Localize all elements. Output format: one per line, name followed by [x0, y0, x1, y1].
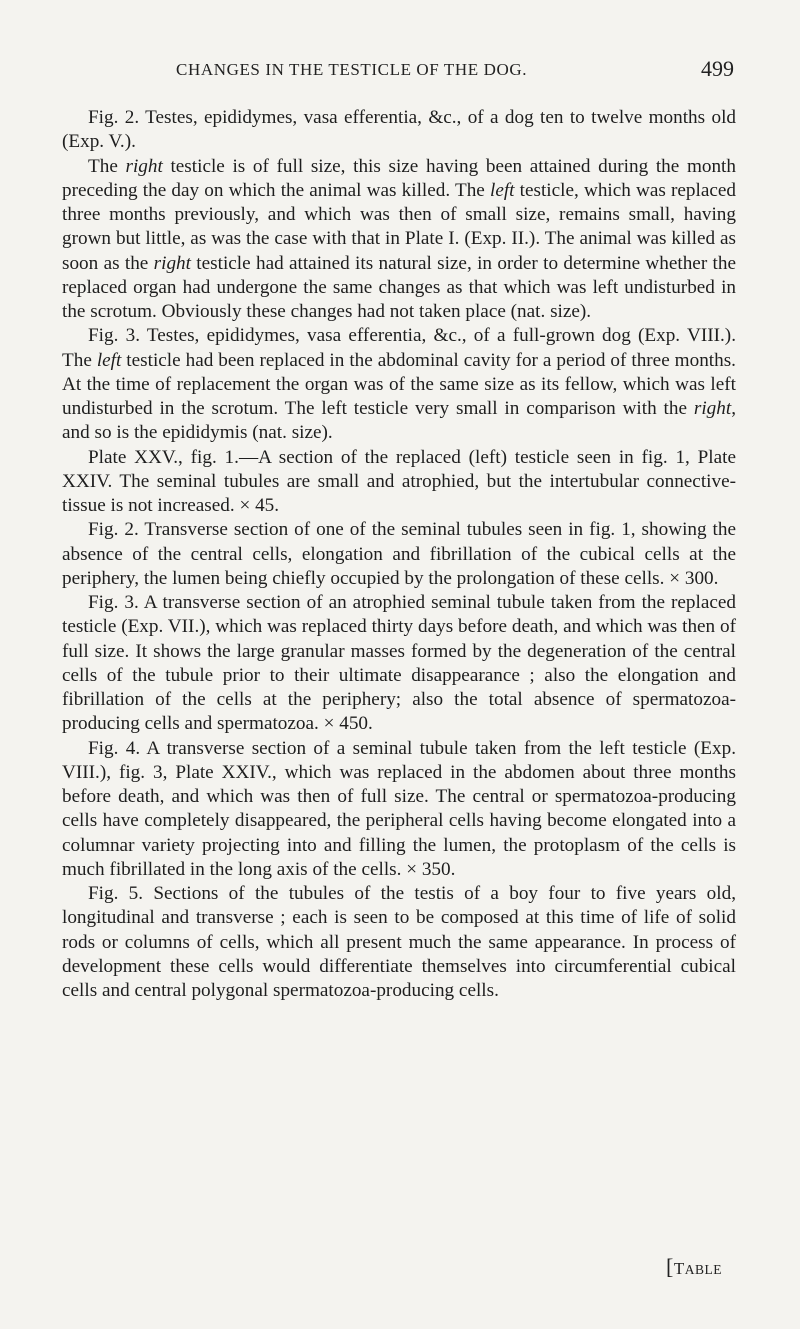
- paragraph-text: Fig. 3. A transverse section of an atrophied seminal tubule taken from the replaced testicle (Exp. VII.), which was replaced thirty days before death, and which was then of full size. It shows the large granular masses formed by the degeneration of the central cells of the tubule prior to their ultimate disappearance ; also the elongation and fibrillation of the cells at the periphery; also the total absence of spermatozoa-producing cells and spermatozoa. × 450.: [62, 592, 736, 735]
- italic-text: left: [489, 179, 515, 201]
- paragraph: [62, 106, 736, 155]
- catchword-bracket: [: [666, 1254, 674, 1279]
- paragraph: [62, 324, 736, 445]
- paragraph-text: testicle, which was replaced three months previously, and which was then of small size, remains small, having grown but little, as was the case with that in Plate I. (Exp. II.). The animal was killed as soon as the: [62, 179, 736, 274]
- italic-text: right: [125, 155, 163, 177]
- catchword: [666, 1254, 722, 1280]
- italic-text: right: [693, 398, 732, 419]
- text-body: [62, 106, 736, 1003]
- running-head: [62, 56, 738, 86]
- paragraph-text: Plate XXV., fig. 1.—A section of the replaced (left) testicle seen in fig. 1, Plate XXIV. The seminal tubules are small and atrophied, but the intertubular connective-tissue is not increased. × 45.: [62, 446, 736, 516]
- paragraph: [62, 737, 736, 883]
- paragraph-text: The: [88, 155, 126, 177]
- paragraph-text: testicle had been replaced in the abdominal cavity for a period of three months. At the time of replacement the organ was of the same size as its fellow, which was left undisturbed in the scrotum. The left testicle very small in comparison with the: [62, 349, 736, 419]
- paragraph-text: testicle is of full size, this size having been attained during the month preceding the day on which the animal was killed. The: [62, 155, 736, 201]
- paragraph: [62, 518, 736, 591]
- paragraph: [62, 155, 736, 325]
- paragraph-text: testicle had attained its natural size, in order to determine whether the replaced organ had undergone the same changes as that which was left undisturbed in the scrotum. Obviously these changes had not taken place (nat. size).: [62, 252, 736, 322]
- italic-text: left: [96, 349, 122, 371]
- paragraph: [62, 446, 736, 519]
- running-title: CHANGES IN THE TESTICLE OF THE DOG.: [176, 60, 528, 79]
- italic-text: right: [153, 252, 191, 274]
- paragraph-text: , and so is the epididymis (nat. size).: [62, 398, 736, 444]
- paragraph-text: Fig. 5. Sections of the tubules of the testis of a boy four to five years old, longitudinal and transverse ; each is seen to be composed at this time of life of solid rods or columns of cells, which all present much the same appearance. In process of development these cells would differentiate themselves into circumferential cubical cells and central polygonal spermatozoa-producing cells.: [62, 883, 736, 1001]
- paragraph-text: Fig. 3. Testes, epididymes, vasa efferentia, &c., of a full-grown dog (Exp. VIII.). The: [62, 325, 736, 371]
- paragraph-text: Fig. 2. Testes, epididymes, vasa efferentia, &c., of a dog ten to twelve months old (Exp. V.).: [62, 107, 736, 153]
- paragraph-text: Fig. 4. A transverse section of a seminal tubule taken from the left testicle (Exp. VIII.), fig. 3, Plate XXIV., which was replaced in the abdomen about three months before death, and which was then of full size. The central or spermatozoa-producing cells have completely disappeared, the peripheral cells having become elongated into a columnar variety projecting into and filling the lumen, the protoplasm of the cells is much fibrillated in the long axis of the cells. × 350.: [62, 737, 736, 880]
- paragraph: [62, 591, 736, 737]
- paragraph: [62, 882, 736, 1003]
- paragraph-text: Fig. 2. Transverse section of one of the seminal tubules seen in fig. 1, showing the absence of the central cells, elongation and fibrillation of the cubical cells at the periphery, the lumen being chiefly occupied by the prolongation of these cells. × 300.: [62, 519, 736, 589]
- catchword-rest: ABLE: [684, 1262, 722, 1277]
- catchword-initial: T: [673, 1259, 685, 1278]
- page-number: 499: [701, 56, 734, 81]
